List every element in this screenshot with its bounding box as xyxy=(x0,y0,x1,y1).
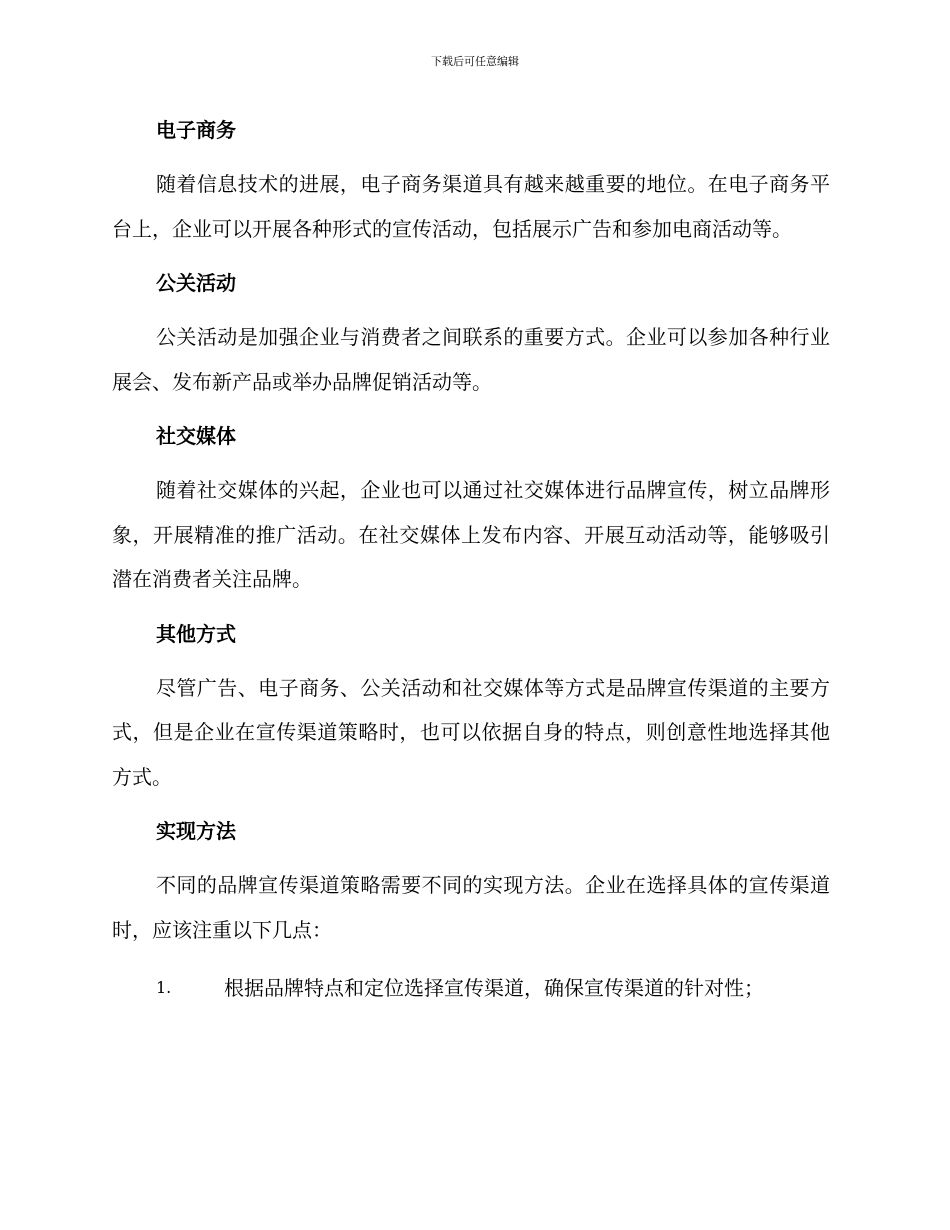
section-heading-other: 其他方式 xyxy=(156,621,236,646)
list-item-number: 1. xyxy=(156,978,172,997)
list-item-text: 根据品牌特点和定位选择宣传渠道，确保宣传渠道的针对性； xyxy=(224,976,764,1000)
section-paragraph-pr: 公关活动是加强企业与消费者之间联系的重要方式。企业可以参加各种行业展会、发布新产品或举办品牌促销活动等。 xyxy=(112,325,830,394)
list-item xyxy=(112,966,830,1010)
section-paragraph-social-media: 随着社交媒体的兴起，企业也可以通过社交媒体进行品牌宣传，树立品牌形象，开展精准的推广活动。在社交媒体上发布内容、开展互动活动等，能够吸引潜在消费者关注品牌。 xyxy=(112,478,830,591)
page-header: 下载后可任意编辑 xyxy=(431,55,519,68)
section-heading-pr: 公关活动 xyxy=(156,271,236,295)
section-paragraph-other: 尽管广告、电子商务、公关活动和社交媒体等方式是品牌宣传渠道的主要方式，但是企业在宣传渠道策略时，也可以依据自身的特点，则创意性地选择其他方式。 xyxy=(112,675,830,789)
implementation-list xyxy=(112,966,830,1010)
section-heading-ecommerce: 电子商务 xyxy=(156,118,236,142)
document-body xyxy=(112,110,830,1010)
section-heading-social-media: 社交媒体 xyxy=(156,424,236,448)
section-paragraph-ecommerce: 随着信息技术的进展，电子商务渠道具有越来越重要的地位。在电子商务平台上，企业可以开展各种形式的宣传活动，包括展示广告和参加电商活动等。 xyxy=(112,172,830,241)
section-paragraph-implementation: 不同的品牌宣传渠道策略需要不同的实现方法。企业在选择具体的宣传渠道时，应该注重以下几点： xyxy=(112,873,830,942)
section-heading-implementation: 实现方法 xyxy=(156,819,236,843)
